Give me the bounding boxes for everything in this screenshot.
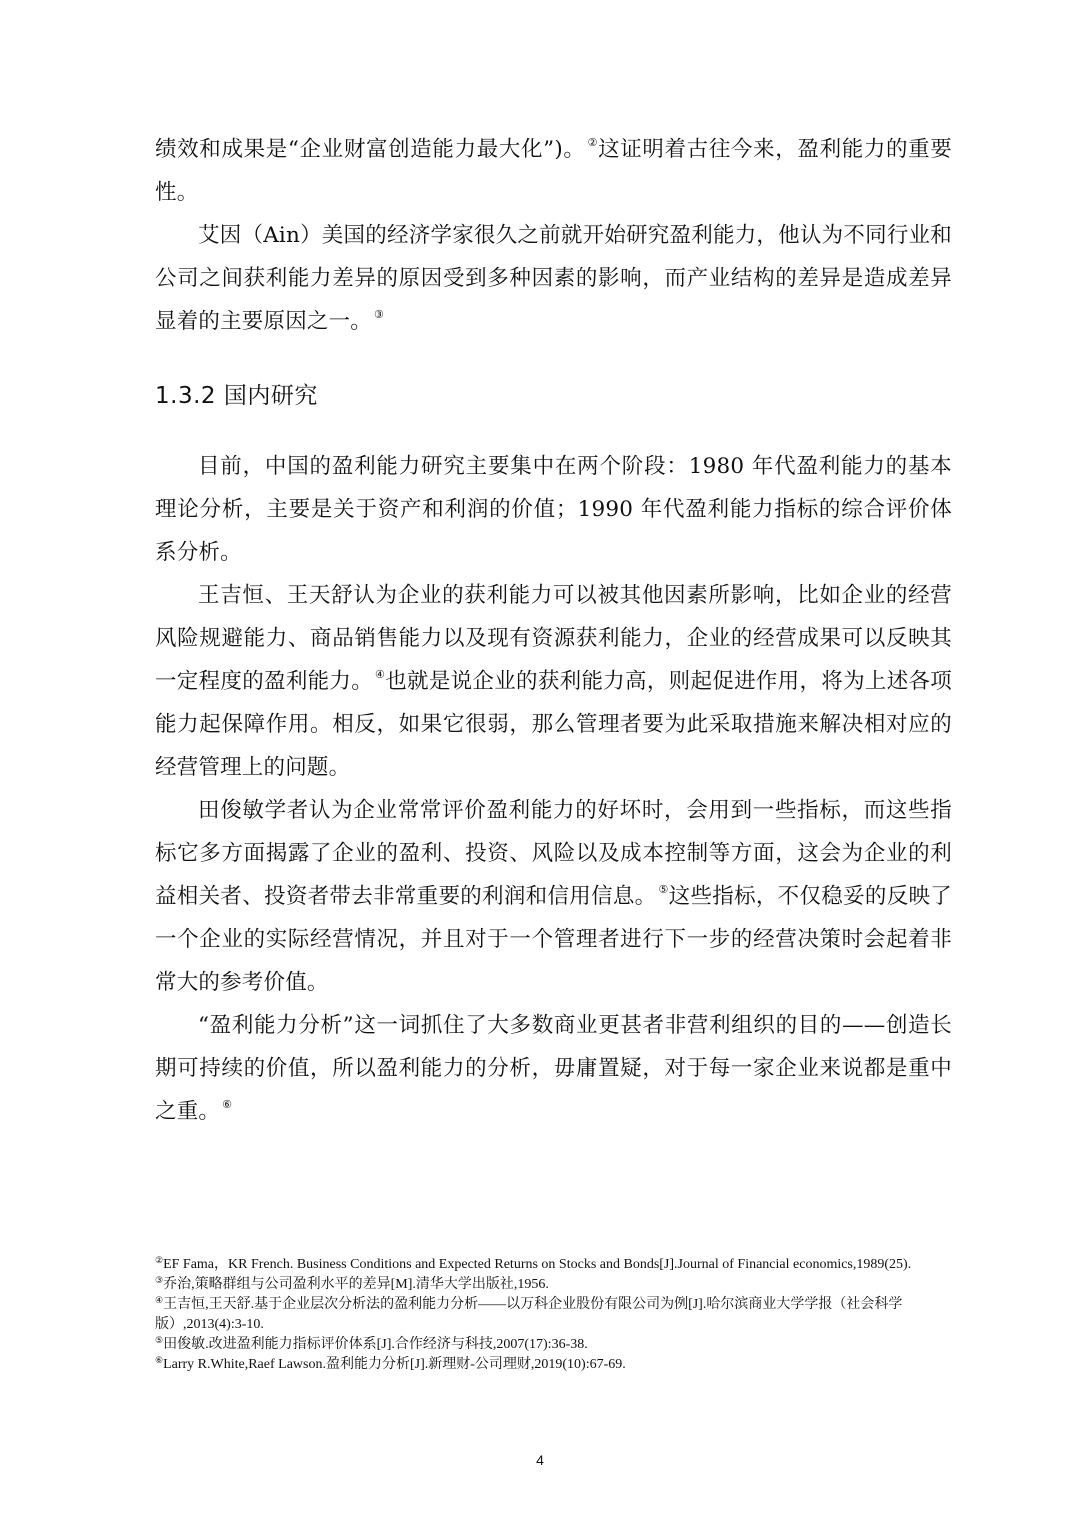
footnote-3: ③乔治,策略群组与公司盈利水平的差异[M].清华大学出版社,1956. <box>155 1275 549 1292</box>
page-number: 4 <box>536 1452 544 1468</box>
paragraph-6: “盈利能力分析”这一词抓住了大多数商业更甚者非营利组织的目的——创造长期可持续的价值，所以盈利能力的分析，毋庸置疑，对于每一家企业来说都是重中之重。 ⑥ <box>155 1013 952 1124</box>
footnote-5: ⑤田俊敏.改进盈利能力指标评价体系[J].合作经济与科技,2007(17):36-38. <box>155 1335 588 1352</box>
paragraph-1: 绩效和成果是“企业财富创造能力最大化”)。 ②这证明着古往今来，盈利能力的重要性。 <box>155 136 953 205</box>
footnote-2: ②EF Fama，KR French. Business Conditions and Expected Returns on Stocks and Bonds[J].Journal of Financial economics,1989(25). <box>155 1255 912 1272</box>
footnote-ref-4[interactable]: ④ <box>375 668 386 681</box>
footnote-4: ④王吉恒,王天舒.基于企业层次分析法的盈利能力分析——以万科企业股份有限公司为例[J].哈尔滨商业大学学报（社会科学版）,2013(4):3-10. <box>155 1295 903 1332</box>
paragraph-2: 艾因（Ain）美国的经济学家很久之前就开始研究盈利能力，他认为不同行业和公司之间获利能力差异的原因受到多种因素的影响，而产业结构的差异是造成差异显着的主要原因之一。 ③ <box>155 223 952 334</box>
paragraph-5: 田俊敏学者认为企业常常评价盈利能力的好坏时，会用到一些指标，而这些指标它多方面揭露了企业的盈利、投资、风险以及成本控制等方面，这会为企业的利益相关者、投资者带去非常重要的利润和信用信息。 ⑤这些指标，不仅稳妥的反映了一个企业的实际经营情况，并且对于一个管理者进行下一步的经营决策时会起着非常大的参考价值。 <box>155 798 952 995</box>
footnote-ref-5[interactable]: ⑤ <box>658 883 669 896</box>
footnote-ref-6[interactable]: ⑥ <box>222 1098 233 1111</box>
paragraph-3: 目前，中国的盈利能力研究主要集中在两个阶段：1980 年代盈利能力的基本理论分析，主要是关于资产和利润的价值；1990 年代盈利能力指标的综合评价体系分析。 <box>155 454 952 565</box>
section-heading: 1.3.2 国内研究 <box>155 383 318 409</box>
paragraph-4: 王吉恒、王天舒认为企业的获利能力可以被其他因素所影响，比如企业的经营风险规避能力、商品销售能力以及现有资源获利能力，企业的经营成果可以反映其一定程度的盈利能力。 ④也就是说企业的获利能力高，则起促进作用，将为上述各项能力起保障作用。相反，如果它很弱，那么管理者要为此采取措施来解决相对应的经营管理上的问题。 <box>155 583 953 780</box>
document-body <box>155 128 952 1133</box>
footnote-6: ⑥Larry R.White,Raef Lawson.盈利能力分析[J].新理财-公司理财,2019(10):67-69. <box>155 1355 626 1372</box>
footnotes <box>155 1255 952 1375</box>
footnote-ref-3[interactable]: ③ <box>374 308 385 321</box>
footnote-ref-2[interactable]: ② <box>587 136 599 149</box>
